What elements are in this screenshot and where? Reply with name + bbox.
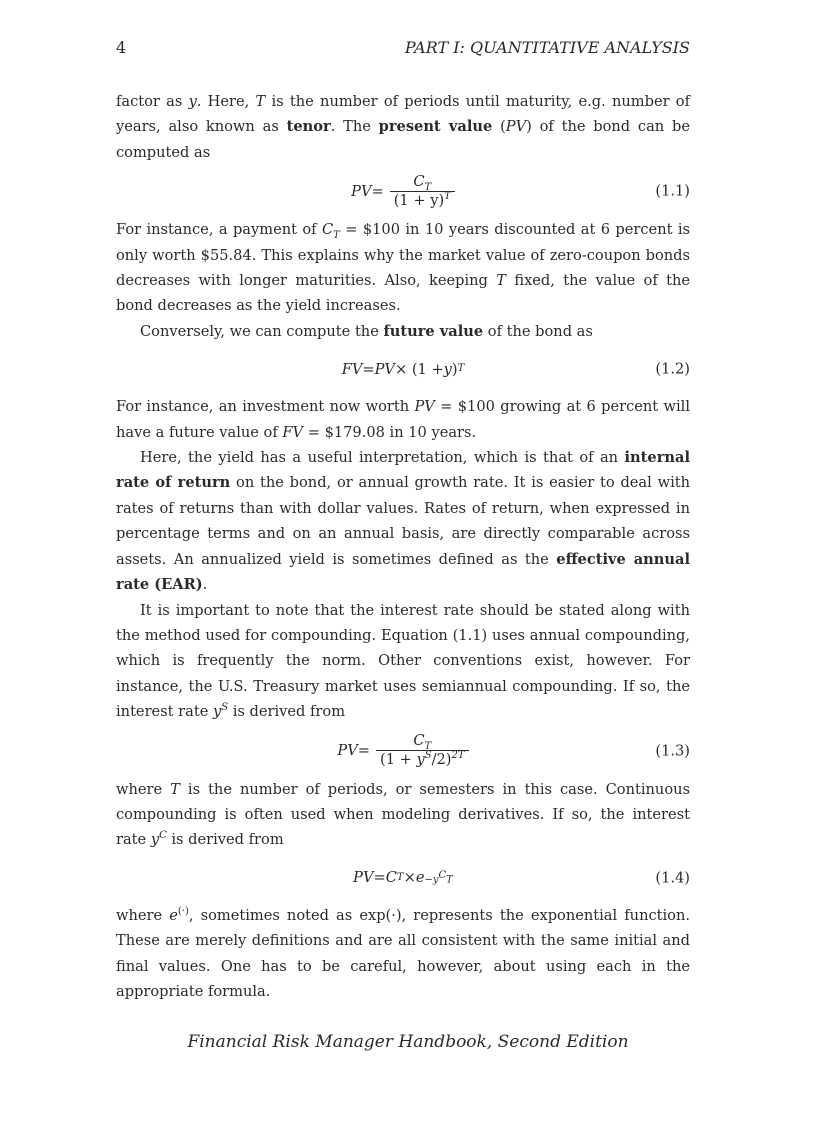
denominator — [390, 191, 455, 210]
text: is the number of periods until maturity, e.g. number of years, also known as — [116, 93, 690, 136]
eq-text: ) — [451, 360, 458, 378]
var-T: T — [496, 272, 506, 290]
var-y: y — [188, 93, 197, 110]
paragraph-5 — [116, 445, 690, 597]
page-number: 4 — [116, 38, 127, 57]
text: is derived from — [166, 831, 284, 849]
term-ear: effective annual rate (EAR) — [116, 550, 690, 594]
var-T: T — [255, 93, 266, 110]
eq-T-sub: T — [424, 740, 432, 752]
text: fixed, the value of the bond decreases as the yield increases. — [116, 272, 691, 315]
text: . The — [330, 118, 379, 136]
var-e: e — [169, 906, 178, 924]
eq-sign: = — [373, 869, 386, 887]
equation-1-4 — [116, 853, 690, 903]
paragraph-4 — [116, 394, 690, 445]
term-tenor: tenor — [286, 118, 331, 136]
eq-exp-C: C — [438, 869, 447, 881]
eq-sign: = — [357, 741, 371, 759]
paragraph-3 — [116, 319, 690, 344]
eq-lhs: PV — [337, 741, 358, 759]
equation-number: (1.3) — [655, 741, 690, 759]
text: . Here, — [196, 93, 256, 110]
eq-sign: = — [362, 360, 375, 378]
text: = $100 in 10 years discounted at 6 percent is only worth $55.84. This explains why the market value of zero-coupon bonds decreases with longer maturities. Also, keeping — [116, 221, 691, 290]
numerator — [409, 173, 435, 191]
text: where — [116, 780, 171, 798]
text: For instance, an investment now worth — [116, 398, 415, 416]
var-S-sup: S — [221, 702, 229, 714]
eq-S-sup: S — [424, 750, 432, 762]
text: on the bond, or annual growth rate. It is easier to deal with rates of returns than with dollar values. Rates of return, when expressed in percentage terms and on an annual basis, are directly comparable across assets. An annualized yield is sometimes defined as the — [116, 474, 690, 568]
eq-C: C — [413, 732, 425, 750]
eq-den: (1 + y) — [393, 191, 445, 209]
paragraph-7 — [116, 777, 690, 853]
eq-sign: = — [371, 182, 384, 200]
eq-y: y — [443, 360, 452, 378]
text: For instance, a payment of — [116, 221, 322, 239]
eq-T-sup: T — [457, 363, 465, 375]
term-future-value: future value — [383, 322, 484, 340]
eq-exp: −y — [424, 873, 439, 885]
eq-exp-T: T — [446, 873, 453, 885]
var-PV: PV — [505, 118, 527, 136]
text: is derived from — [228, 703, 346, 721]
var-T: T — [170, 780, 180, 798]
eq-text: /2) — [431, 751, 452, 769]
equation-number: (1.2) — [655, 360, 690, 378]
text: where — [116, 906, 170, 924]
text: . — [202, 576, 208, 594]
eq-lhs: PV — [351, 182, 372, 200]
denominator — [376, 750, 469, 769]
eq-e: e — [415, 869, 425, 887]
paragraph-6 — [116, 598, 690, 725]
text: It is important to note that the interest rate should be stated along with the method used for compounding. Equation (1.1) uses annual compounding, which is frequently the norm. Other conventions exist, however. For instance, the U.S. Treasury market uses semiannual compounding. If so, the interest rate — [116, 601, 690, 721]
term-present-value: present value — [378, 118, 493, 136]
var-C: C — [321, 221, 334, 239]
running-head: PART I: QUANTITATIVE ANALYSIS — [404, 38, 690, 57]
equation-number: (1.4) — [655, 869, 690, 887]
text: Conversely, we can compute the — [140, 322, 384, 340]
paragraph-8 — [116, 903, 690, 1005]
equation-1-3 — [116, 725, 690, 777]
fraction — [376, 732, 469, 769]
text: = $179.08 in 10 years. — [303, 423, 477, 441]
eq-text: × — [403, 869, 416, 887]
eq-T-sup: T — [444, 190, 451, 202]
equation-1-2 — [116, 344, 690, 394]
var-y: y — [213, 703, 222, 721]
eq-T-sub: T — [424, 181, 432, 193]
body-text — [116, 89, 690, 1004]
text: is the number of periods, or semesters in this case. Continuous compounding is often used when modeling derivatives. If so, the interest rate — [116, 780, 691, 849]
eq-2T-sup: 2T — [451, 750, 465, 762]
paragraph-2 — [116, 217, 690, 319]
eq-T-sub: T — [396, 871, 404, 883]
text: ( — [492, 118, 506, 136]
eq-lhs: PV — [353, 869, 374, 887]
text: , sometimes noted as exp(·), represents the exponential function. These are merely definitions and are all consistent with the same initial and final values. One has to be careful, however, about using each in the appropriate formula. — [116, 906, 690, 1000]
var-y: y — [150, 831, 160, 849]
eq-C: C — [385, 869, 397, 887]
eq-C: C — [413, 172, 425, 190]
footer-book-title: Financial Risk Manager Handbook, Second Edition — [187, 1032, 629, 1052]
equation-number: (1.1) — [655, 182, 690, 200]
term-irr: internal rate of return — [116, 449, 690, 492]
eq-text: × (1 + — [394, 360, 444, 378]
eq-y: y — [416, 751, 425, 769]
numerator — [409, 732, 435, 750]
text: factor as — [116, 93, 189, 110]
var-T-sub: T — [333, 230, 340, 242]
eq-lhs: FV — [341, 360, 363, 378]
text: Here, the yield has a useful interpretation, which is that of an — [140, 449, 625, 467]
var-FV: FV — [282, 423, 304, 441]
equation-1-1 — [116, 165, 690, 217]
var-C-sup: C — [159, 830, 167, 842]
text: of the bond as — [483, 322, 593, 340]
paragraph-1 — [116, 89, 690, 165]
text: ) of the bond can be computed as — [116, 118, 690, 161]
var-e-sup: (·) — [177, 905, 189, 917]
fraction — [390, 173, 455, 210]
text: = $100 growing at 6 percent will have a future value of — [116, 398, 690, 441]
eq-PV: PV — [374, 360, 395, 378]
var-PV: PV — [414, 398, 435, 416]
eq-text: (1 + — [380, 751, 417, 769]
